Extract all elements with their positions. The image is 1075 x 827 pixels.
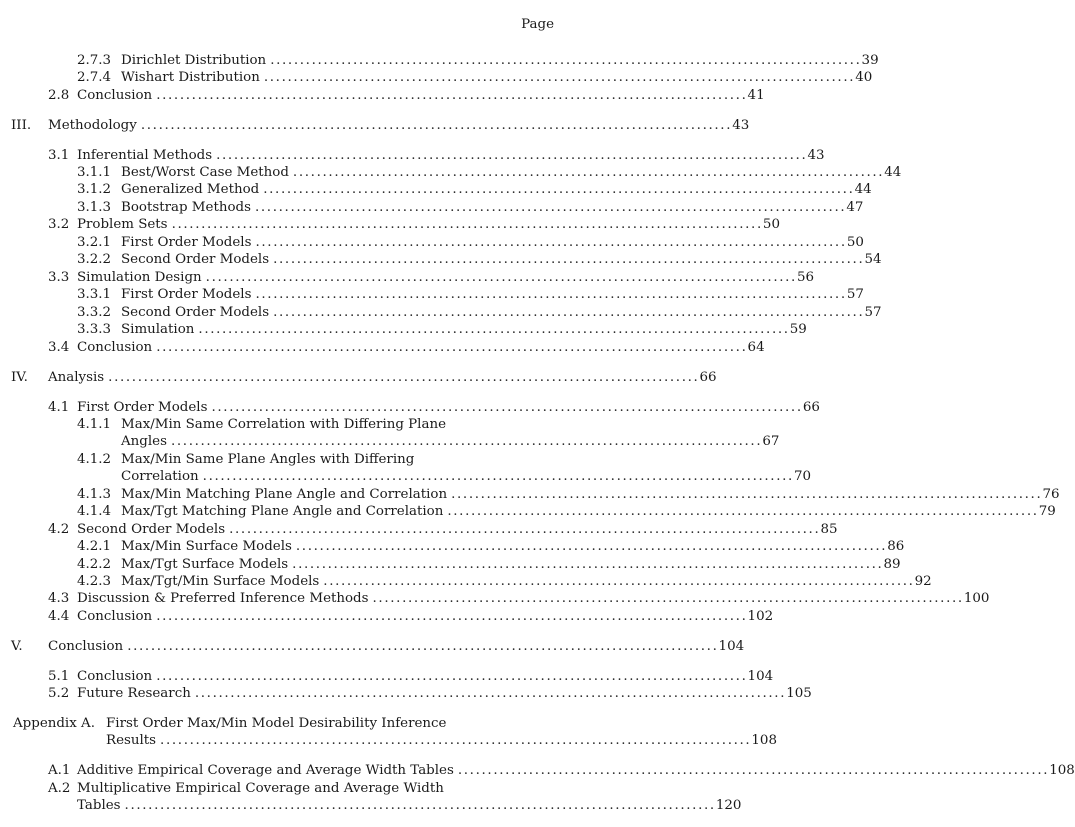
page-column-header: Page: [521, 17, 554, 32]
dot-leader: [255, 234, 843, 251]
toc-entry-leader-row: [121, 433, 779, 450]
toc-entry-title: Simulation: [121, 322, 195, 337]
toc-entry-page: 102: [747, 609, 774, 624]
toc-entry-number: 4.2.1: [77, 539, 112, 554]
toc-entry-leader-row: [77, 797, 741, 814]
toc-entry-page: 66: [802, 400, 820, 415]
toc-entry-continuation: [77, 797, 742, 814]
toc-entry-page: 40: [855, 70, 873, 85]
toc-entry-number: 4.2.2: [77, 557, 112, 572]
toc-entry-title: Max/Tgt Surface Models: [121, 557, 289, 572]
toc-entry-leader-row: [77, 339, 765, 356]
toc-entry-page: 50: [762, 217, 780, 232]
dot-leader: [195, 685, 783, 702]
dot-leader: [273, 251, 861, 268]
toc-entry-3-2-1[interactable]: [77, 234, 864, 251]
toc-entry-page: 86: [887, 539, 905, 554]
toc-entry-iv[interactable]: [11, 369, 717, 386]
toc-entry-3-2[interactable]: [48, 216, 780, 233]
dot-leader: [264, 69, 852, 86]
toc-entry-title-continuation: Angles: [121, 434, 167, 450]
toc-entry-title: Second Order Models: [121, 305, 270, 320]
toc-entry-title: Second Order Models: [77, 522, 226, 537]
toc-entry-number: 4.3: [48, 591, 70, 606]
dot-leader: [203, 468, 791, 485]
toc-entry-3-1-3[interactable]: [77, 199, 864, 216]
dot-leader: [125, 797, 713, 814]
toc-entry-title: Multiplicative Empirical Coverage and Average Width: [77, 781, 444, 796]
toc-entry-title: First Order Models: [121, 287, 252, 302]
toc-entry-title-continuation: Correlation: [121, 469, 199, 485]
toc-entry-leader-row: [48, 369, 717, 386]
toc-entry-leader-row: [77, 521, 837, 538]
toc-entry-number: 3.4: [48, 340, 70, 355]
toc-entry-page: 44: [884, 165, 902, 180]
toc-entry-leader-row: [77, 668, 773, 685]
toc-entry-leader-row: [77, 590, 989, 607]
toc-entry-leader-row: [121, 199, 863, 216]
toc-entry-continuation: [106, 732, 777, 749]
toc-entry-page: 120: [715, 798, 742, 814]
toc-entry-number: Appendix A.: [13, 716, 95, 731]
toc-entry-leader-row: [121, 468, 811, 485]
toc-entry-leader-row: [77, 608, 773, 625]
toc-entry-page: 44: [854, 182, 872, 197]
toc-entry-page: 43: [807, 148, 825, 163]
toc-entry-leader-row: [106, 732, 777, 749]
dot-leader: [156, 339, 744, 356]
toc-entry-3-1-1[interactable]: [77, 164, 902, 181]
toc-entry-page: 100: [963, 591, 990, 606]
toc-entry-title: Max/Min Matching Plane Angle and Correlation: [121, 487, 448, 502]
toc-entry-page: 50: [846, 235, 864, 250]
toc-entry-leader-row: [77, 762, 1075, 779]
dot-leader: [270, 52, 858, 69]
toc-entry-continuation: [121, 433, 780, 450]
toc-entry-leader-row: [121, 556, 901, 573]
toc-entry-leader-row: [121, 538, 904, 555]
toc-entry-number: 4.1.1: [77, 417, 112, 432]
toc-entry-3-2-2[interactable]: [77, 251, 882, 268]
toc-entry-4-1-2[interactable]: [77, 451, 812, 486]
toc-entry-4-2-1[interactable]: [77, 538, 905, 555]
toc-entry-appendix-a[interactable]: [13, 715, 777, 750]
dot-leader: [211, 399, 799, 416]
toc-entry-title: Wishart Distribution: [121, 70, 260, 85]
toc-entry-leader-row: [121, 181, 872, 198]
toc-entry-page: 108: [1049, 763, 1075, 778]
toc-entry-title: Dirichlet Distribution: [121, 53, 267, 68]
toc-entry-4-1-4[interactable]: [77, 503, 1056, 520]
toc-entry-2-7-3[interactable]: [77, 52, 879, 69]
toc-entry-3-4[interactable]: [48, 339, 765, 356]
toc-entry-leader-row: [121, 251, 881, 268]
dot-leader: [292, 556, 880, 573]
toc-entry-leader-row: [121, 164, 901, 181]
toc-entry-2-8[interactable]: [48, 87, 765, 104]
toc-entry-number: 3.2.1: [77, 235, 112, 250]
toc-entry-page: 89: [883, 557, 901, 572]
toc-entry-leader-row: [121, 286, 864, 303]
toc-entry-number: 3.1.3: [77, 200, 112, 215]
toc-entry-4-1-3[interactable]: [77, 486, 1060, 503]
toc-entry-page: 56: [797, 270, 815, 285]
toc-entry-leader-row: [121, 52, 879, 69]
toc-entry-number: 4.1.3: [77, 487, 112, 502]
dot-leader: [273, 304, 861, 321]
toc-entry-page: 104: [747, 669, 774, 684]
toc-entry-page: 70: [794, 469, 812, 485]
toc-entry-4-2-2[interactable]: [77, 556, 901, 573]
toc-entry-3-3[interactable]: [48, 269, 815, 286]
toc-entry-number: 5.1: [48, 669, 70, 684]
toc-entry-number: IV.: [11, 370, 28, 385]
toc-entry-title: Conclusion: [77, 340, 153, 355]
dot-leader: [373, 590, 961, 607]
toc-entry-number: 4.2.3: [77, 574, 112, 589]
toc-entry-4-1[interactable]: [48, 399, 820, 416]
dot-leader: [255, 199, 843, 216]
toc-entry-title: First Order Max/Min Model Desirability Inference: [106, 716, 447, 731]
dot-leader: [216, 147, 804, 164]
toc-entry-3-3-1[interactable]: [77, 286, 864, 303]
toc-entry-page: 92: [914, 574, 932, 589]
dot-leader: [156, 668, 744, 685]
toc-entry-title: Bootstrap Methods: [121, 200, 251, 215]
toc-entry-leader-row: [77, 399, 820, 416]
toc-entry-3-3-3[interactable]: [77, 321, 807, 338]
toc-entry-number: A.1: [48, 763, 71, 778]
toc-entry-4-3[interactable]: [48, 590, 990, 607]
dot-leader: [127, 638, 715, 655]
toc-entry-number: 3.1: [48, 148, 70, 163]
toc-entry-page: 66: [699, 370, 717, 385]
toc-entry-title: Generalized Method: [121, 182, 260, 197]
dot-leader: [451, 486, 1039, 503]
toc-entry-title-continuation: Results: [106, 733, 157, 749]
toc-entry-number: 3.3.2: [77, 305, 112, 320]
toc-entry-page: 57: [846, 287, 864, 302]
toc-entry-number: 3.3.1: [77, 287, 112, 302]
dot-leader: [263, 181, 851, 198]
dot-leader: [172, 216, 760, 233]
toc-entry-a-1[interactable]: [48, 762, 1075, 779]
toc-entry-title: Future Research: [77, 686, 191, 701]
toc-entry-leader-row: [77, 269, 814, 286]
toc-entry-a-2[interactable]: [48, 780, 742, 815]
toc-entry-title: Max/Tgt/Min Surface Models: [121, 574, 320, 589]
dot-leader: [171, 433, 759, 450]
toc-entry-number: 3.3: [48, 270, 70, 285]
toc-entry-number: 3.2.2: [77, 252, 112, 267]
toc-entry-page: 39: [861, 53, 879, 68]
toc-entry-title: Conclusion: [77, 609, 153, 624]
toc-entry-number: 3.3.3: [77, 322, 112, 337]
toc-entry-number: 4.2: [48, 522, 70, 537]
toc-entry-number: 2.7.4: [77, 70, 112, 85]
dot-leader: [141, 117, 729, 134]
toc-entry-number: 3.1.2: [77, 182, 112, 197]
toc-entry-2-7-4[interactable]: [77, 69, 873, 86]
toc-entry-leader-row: [48, 638, 744, 655]
toc-entry-page: 76: [1042, 487, 1060, 502]
toc-entry-page: 85: [820, 522, 838, 537]
toc-entry-title: Inferential Methods: [77, 148, 213, 163]
toc-entry-leader-row: [121, 69, 872, 86]
dot-leader: [160, 732, 748, 749]
toc-entry-page: 47: [846, 200, 864, 215]
toc-entry-page: 57: [864, 305, 882, 320]
toc-entry-3-3-2[interactable]: [77, 304, 882, 321]
toc-entry-leader-row: [121, 503, 1056, 520]
toc-entry-leader-row: [121, 573, 932, 590]
toc-entry-leader-row: [121, 304, 881, 321]
toc-entry-leader-row: [48, 117, 749, 134]
toc-entry-title: Conclusion: [48, 639, 124, 654]
toc-entry-4-4[interactable]: [48, 608, 774, 625]
dot-leader: [458, 762, 1046, 779]
toc-entry-number: 3.1.1: [77, 165, 112, 180]
dot-leader: [293, 164, 881, 181]
toc-entry-number: III.: [11, 118, 32, 133]
dot-leader: [206, 269, 794, 286]
toc-entry-page: 67: [762, 434, 780, 450]
toc-entry-title: Discussion & Preferred Inference Methods: [77, 591, 369, 606]
toc-entry-leader-row: [121, 234, 864, 251]
toc-entry-title: Max/Tgt Matching Plane Angle and Correlation: [121, 504, 444, 519]
toc-entry-title: Max/Min Same Correlation with Differing Plane: [121, 417, 446, 432]
toc-entry-page: 108: [751, 733, 777, 749]
toc-entry-title: Max/Min Surface Models: [121, 539, 292, 554]
toc-entry-leader-row: [77, 147, 824, 164]
dot-leader: [447, 503, 1035, 520]
dot-leader: [296, 538, 884, 555]
toc-entry-leader-row: [77, 685, 812, 702]
toc-entry-iii[interactable]: [11, 117, 750, 134]
toc-entry-title: First Order Models: [121, 235, 252, 250]
toc-entry-leader-row: [77, 87, 765, 104]
toc-entry-page: 104: [718, 639, 745, 654]
toc-entry-4-1-1[interactable]: [77, 416, 780, 451]
toc-entry-page: 54: [864, 252, 882, 267]
toc-entry-4-2[interactable]: [48, 521, 838, 538]
toc-entry-number: 5.2: [48, 686, 70, 701]
toc-entry-title: Max/Min Same Plane Angles with Differing: [121, 452, 415, 467]
toc-entry-5-1[interactable]: [48, 668, 774, 685]
toc-entry-number: 4.4: [48, 609, 70, 624]
toc-entry-title: Conclusion: [77, 88, 153, 103]
toc-entry-number: 2.7.3: [77, 53, 112, 68]
dot-leader: [156, 608, 744, 625]
toc-entry-number: 2.8: [48, 88, 70, 103]
toc-entry-number: V.: [11, 639, 23, 654]
toc-entry-continuation: [121, 468, 812, 485]
toc-entry-title: Additive Empirical Coverage and Average Width Tables: [77, 763, 454, 778]
toc-entry-page: 79: [1038, 504, 1056, 519]
toc-entry-title: Conclusion: [77, 669, 153, 684]
toc-entry-3-1[interactable]: [48, 147, 825, 164]
dot-leader: [255, 286, 843, 303]
toc-entry-page: 43: [732, 118, 750, 133]
toc-entry-title: Best/Worst Case Method: [121, 165, 289, 180]
toc-entry-title: Analysis: [48, 370, 105, 385]
toc-entry-page: 59: [789, 322, 807, 337]
dot-leader: [156, 87, 744, 104]
toc-entry-title: First Order Models: [77, 400, 208, 415]
toc-entry-number: 4.1: [48, 400, 70, 415]
dot-leader: [108, 369, 696, 386]
toc-entry-leader-row: [77, 216, 780, 233]
toc-entry-v[interactable]: [11, 638, 745, 655]
toc-entry-title: Problem Sets: [77, 217, 168, 232]
toc-entry-number: 4.1.2: [77, 452, 112, 467]
toc-entry-number: 4.1.4: [77, 504, 112, 519]
dot-leader: [198, 321, 786, 338]
dot-leader: [323, 573, 911, 590]
dot-leader: [229, 521, 817, 538]
toc-entry-title: Simulation Design: [77, 270, 202, 285]
toc-entry-page: 41: [747, 88, 765, 103]
toc-entry-5-2[interactable]: [48, 685, 812, 702]
toc-entry-page: 105: [786, 686, 812, 701]
toc-entry-number: A.2: [48, 781, 71, 796]
toc-entry-leader-row: [121, 486, 1059, 503]
toc-entry-title: Second Order Models: [121, 252, 270, 267]
toc-entry-page: 64: [747, 340, 765, 355]
toc-entry-title-continuation: Tables: [77, 798, 121, 814]
toc-entry-leader-row: [121, 321, 807, 338]
toc-entry-number: 3.2: [48, 217, 70, 232]
toc-entry-title: Methodology: [48, 118, 137, 133]
toc-entry-3-1-2[interactable]: [77, 181, 872, 198]
toc-entry-4-2-3[interactable]: [77, 573, 932, 590]
